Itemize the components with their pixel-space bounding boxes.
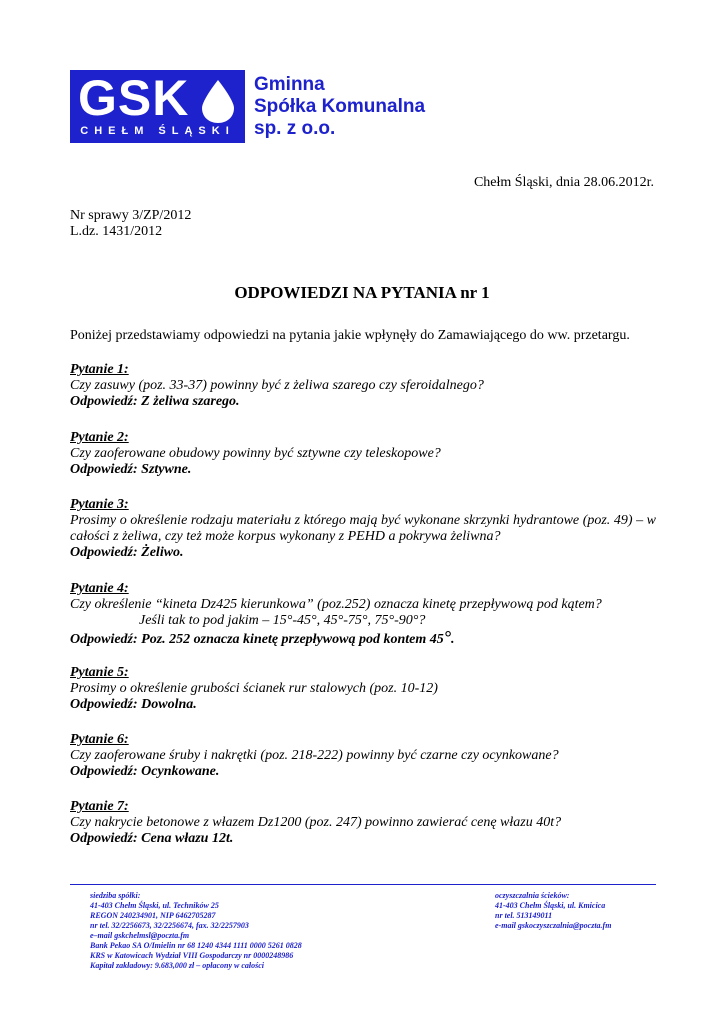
question-text-continuation: Jeśli tak to pod jakim – 15°-45°, 45°-75°, 75°-90°? <box>139 613 426 628</box>
qa-item <box>70 581 656 648</box>
question-label: Pytanie 6: <box>70 732 129 747</box>
answer-end: . <box>450 632 455 647</box>
qa-item <box>70 362 656 410</box>
question-text <box>70 597 656 629</box>
question-label: Pytanie 1: <box>70 362 129 377</box>
footer-line: nr tel. 32/2256673, 32/2256674, fax. 32/2257903 <box>90 921 249 930</box>
answer-text: Odpowiedź: Cena włazu 12t. <box>70 831 234 846</box>
document-title: ODPOWIEDZI NA PYTANIA nr 1 <box>234 283 490 302</box>
question-text: Czy zaoferowane obudowy powinny być sztywne czy teleskopowe? <box>70 446 441 461</box>
answer-text: Odpowiedź: Żeliwo. <box>70 545 184 560</box>
answer-main: Odpowiedź: Poz. 252 oznacza kinetę przepływową pod kontem 45 <box>70 632 444 647</box>
logo-text: GSK <box>78 70 190 126</box>
footer-divider <box>70 884 656 885</box>
answer-text: Odpowiedź: Z żeliwa szarego. <box>70 394 240 409</box>
question-text-line: Czy określenie “kineta Dz425 kierunkowa” (poz.252) oznacza kinetę przepływową pod kątem? <box>70 597 602 612</box>
footer-line: 41-403 Chełm Śląski, ul. Techników 25 <box>90 901 219 910</box>
footer-line: e-mail gskoczyszczalnia@poczta.fm <box>495 921 612 930</box>
footer-line: REGON 240234901, NIP 6462705287 <box>90 911 216 920</box>
footer-line: Kapitał zakładowy: 9.683,000 zł – opłacony w całości <box>90 961 264 970</box>
answer-text: Odpowiedź: Dowolna. <box>70 697 197 712</box>
question-label: Pytanie 4: <box>70 581 129 596</box>
question-text: Czy zaoferowane śruby i nakrętki (poz. 218-222) powinny być czarne czy ocynkowane? <box>70 748 559 763</box>
qa-item <box>70 665 656 713</box>
water-drop-icon <box>196 78 240 124</box>
question-text: Czy nakrycie betonowe z włazem Dz1200 (poz. 247) powinno zawierać cenę włazu 40t? <box>70 815 562 830</box>
company-line: Spółka Komunalna <box>254 96 426 117</box>
qa-item <box>70 732 656 780</box>
question-label: Pytanie 2: <box>70 430 129 445</box>
footer-line: siedziba spółki: <box>90 891 141 900</box>
company-name <box>254 74 425 140</box>
answer-text: Odpowiedź: Sztywne. <box>70 462 192 477</box>
degree-symbol: ° <box>443 627 451 647</box>
qa-item <box>70 497 656 561</box>
company-logo <box>70 70 245 143</box>
footer-line: oczyszczalnia ścieków: <box>495 891 570 900</box>
footer-line: nr tel. 513149011 <box>495 911 553 920</box>
question-text: Prosimy o określenie grubości ścianek rur stalowych (poz. 10-12) <box>70 681 438 696</box>
footer-line: 41-403 Chełm Śląski, ul. Kmicica <box>495 901 606 910</box>
footer-line: e–mail gskchelmsl@poczta.fm <box>90 931 190 940</box>
case-number: Nr sprawy 3/ZP/2012 <box>70 208 192 223</box>
question-label: Pytanie 3: <box>70 497 129 512</box>
qa-item <box>70 430 656 478</box>
qa-item <box>70 799 656 847</box>
footer-line: KRS w Katowicach Wydział VIII Gospodarczy nr 0000248986 <box>90 951 294 960</box>
reference-numbers <box>70 208 191 240</box>
logo-subtitle: CHEŁM ŚLĄSKI <box>80 125 235 137</box>
intro-paragraph: Poniżej przedstawiamy odpowiedzi na pytania jakie wpłynęły do Zamawiającego do ww. przetargu. <box>70 328 630 343</box>
question-label: Pytanie 5: <box>70 665 129 680</box>
question-text: Czy zasuwy (poz. 33-37) powinny być z żeliwa szarego czy sferoidalnego? <box>70 378 484 393</box>
footer-line: Bank Pekao SA O/Imielin nr 68 1240 4344 1111 0000 5261 0828 <box>90 941 302 950</box>
question-text: Prosimy o określenie rodzaju materiału z którego mają być wykonane skrzynki hydrantowe (poz. 49) – w całości z żeliwa, czy też może korpus wykonany z PEHD a pokrywa żeliwna? <box>70 513 656 544</box>
question-label: Pytanie 7: <box>70 799 129 814</box>
footer-company-info <box>90 891 302 971</box>
answer-text: Odpowiedź: Ocynkowane. <box>70 764 220 779</box>
company-line: Gminna <box>254 74 325 95</box>
date-line: Chełm Śląski, dnia 28.06.2012r. <box>473 175 654 190</box>
company-line: sp. z o.o. <box>254 118 336 139</box>
letter-number: L.dz. 1431/2012 <box>70 224 163 239</box>
answer-text <box>70 629 656 648</box>
footer-plant-info <box>495 891 611 931</box>
